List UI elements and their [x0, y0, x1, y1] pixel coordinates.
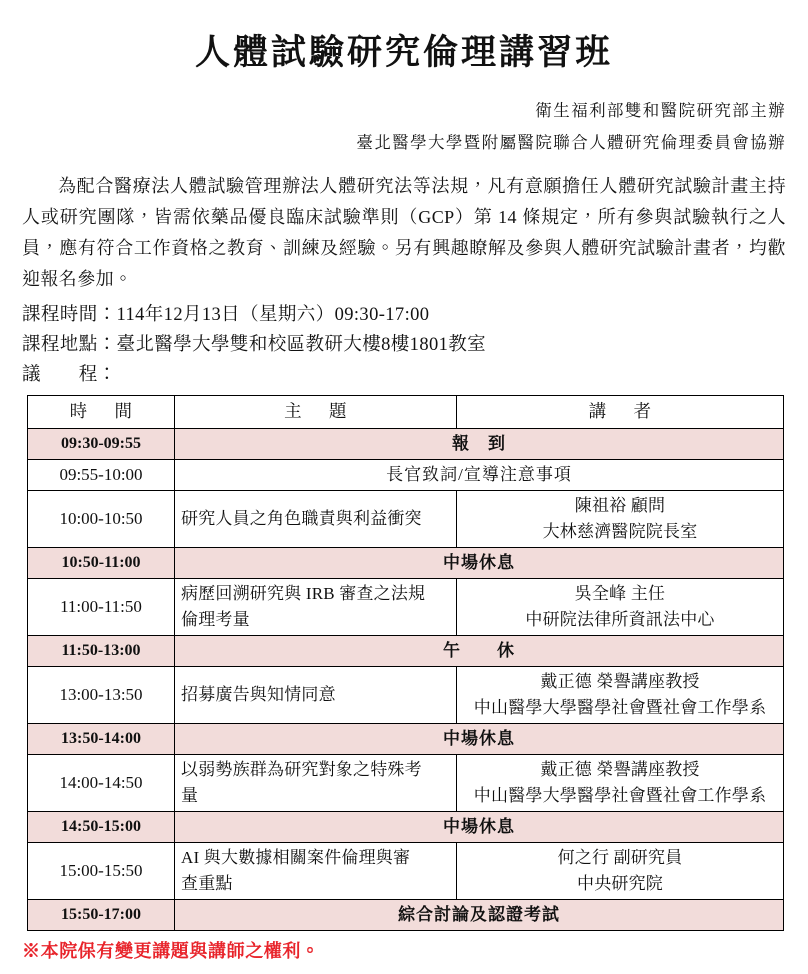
organizer-host: 衛生福利部雙和醫院研究部主辦 [535, 100, 786, 120]
cell-speaker [457, 578, 784, 635]
cell-speaker [457, 666, 784, 723]
course-place-label: 課程地點： [22, 334, 117, 355]
cell-topic-line2: 量 [181, 785, 199, 805]
cell-time: 14:50-15:00 [28, 811, 175, 842]
agenda-label-line [22, 361, 808, 391]
cell-speaker-affiliation: 中研院法律所資訊法中心 [525, 609, 715, 629]
table-row [28, 723, 784, 754]
intro-paragraph: 為配合醫療法人體試驗管理辦法人體研究法等法規，凡有意願擔任人體研究試驗計畫主持人或研究團隊，皆需依藥品優良臨床試驗準則（GCP）第 14 條規定，所有參與試驗執行之人員，應有符合工作資格之教育、訓練及經驗。另有興趣瞭解及參與人體研究試驗計畫者，均歡迎報名參加。 [22, 175, 786, 289]
course-info-block [22, 301, 808, 391]
cell-session-fullwidth: 報 到 [175, 428, 784, 459]
cell-session-fullwidth: 中場休息 [175, 547, 784, 578]
cell-topic-line1: 以弱勢族群為研究對象之特殊考 [181, 760, 422, 780]
table-row [28, 754, 784, 811]
column-header-topic [175, 395, 457, 428]
table-row [28, 635, 784, 666]
organizer-coorganizer: 臺北醫學大學暨附屬醫院聯合人體研究倫理委員會協辦 [356, 132, 786, 152]
column-header-time-b: 間 [114, 401, 133, 422]
cell-topic: 招募廣告與知情同意 [175, 666, 457, 723]
cell-speaker-affiliation: 中山醫學大學醫學社會暨社會工作學系 [473, 785, 767, 805]
cell-speaker-affiliation: 中央研究院 [577, 873, 663, 893]
cell-time: 11:00-11:50 [28, 578, 175, 635]
cell-time: 13:00-13:50 [28, 666, 175, 723]
cell-speaker-affiliation: 大林慈濟醫院院長室 [542, 521, 698, 541]
agenda-header-row [28, 395, 784, 428]
cell-speaker [457, 490, 784, 547]
column-header-time-a: 時 [69, 401, 88, 422]
table-row [28, 428, 784, 459]
table-row [28, 842, 784, 899]
cell-speaker [457, 754, 784, 811]
course-time-value: 114年12月13日（星期六）09:30-17:00 [116, 304, 430, 325]
cell-speaker [457, 842, 784, 899]
table-row [28, 459, 784, 490]
course-place-line [22, 331, 808, 361]
cell-session-fullwidth: 綜合討論及認證考試 [175, 899, 784, 930]
cell-speaker-name: 何之行 副研究員 [557, 848, 683, 868]
cell-topic-line2: 倫理考量 [181, 609, 250, 629]
cell-time: 11:50-13:00 [28, 635, 175, 666]
table-row [28, 547, 784, 578]
cell-time: 09:55-10:00 [28, 459, 175, 490]
table-row [28, 578, 784, 635]
cell-session-fullwidth: 午 休 [175, 635, 784, 666]
cell-topic-line1: AI 與大數據相關案件倫理與審 [181, 848, 411, 868]
course-place-value: 臺北醫學大學雙和校區教研大樓8樓1801教室 [116, 334, 487, 355]
agenda-label: 議 程： [22, 364, 117, 385]
cell-speaker-name: 陳祖裕 顧問 [574, 496, 666, 516]
column-header-speaker [457, 395, 784, 428]
cell-topic-line2: 查重點 [181, 873, 233, 893]
organizer-block [0, 95, 808, 159]
table-row [28, 811, 784, 842]
cell-time: 10:50-11:00 [28, 547, 175, 578]
cell-time: 15:50-17:00 [28, 899, 175, 930]
page-title: 人體試驗研究倫理講習班 [194, 33, 613, 72]
cell-speaker-affiliation: 中山醫學大學醫學社會暨社會工作學系 [473, 697, 767, 717]
table-row [28, 666, 784, 723]
footnote-disclaimer: ※本院保有變更講題與講師之權利。 [22, 940, 320, 961]
cell-time: 13:50-14:00 [28, 723, 175, 754]
cell-speaker-name: 戴正德 榮譽講座教授 [540, 760, 700, 780]
cell-speaker-name: 吳全峰 主任 [574, 584, 666, 604]
course-time-line [22, 301, 808, 331]
cell-topic: 研究人員之角色職責與利益衝突 [175, 490, 457, 547]
table-row [28, 490, 784, 547]
cell-speaker-name: 戴正德 榮譽講座教授 [540, 672, 700, 692]
column-header-topic-b: 題 [328, 401, 347, 422]
agenda-table-head [28, 395, 784, 428]
table-row [28, 899, 784, 930]
cell-topic-line1: 病歷回溯研究與 IRB 審查之法規 [181, 584, 426, 604]
column-header-topic-a: 主 [284, 401, 303, 422]
cell-time: 14:00-14:50 [28, 754, 175, 811]
cell-time: 10:00-10:50 [28, 490, 175, 547]
course-time-label: 課程時間： [22, 304, 117, 325]
column-header-time [28, 395, 175, 428]
cell-time: 09:30-09:55 [28, 428, 175, 459]
column-header-speaker-a: 講 [588, 401, 607, 422]
column-header-speaker-b: 者 [633, 401, 652, 422]
cell-session-fullwidth: 長官致詞/宣導注意事項 [175, 459, 784, 490]
agenda-table-wrapper [27, 395, 783, 931]
cell-topic [175, 842, 457, 899]
cell-topic [175, 578, 457, 635]
cell-session-fullwidth: 中場休息 [175, 723, 784, 754]
cell-time: 15:00-15:50 [28, 842, 175, 899]
agenda-table [27, 395, 784, 931]
cell-session-fullwidth: 中場休息 [175, 811, 784, 842]
cell-topic [175, 754, 457, 811]
agenda-table-body [28, 428, 784, 930]
